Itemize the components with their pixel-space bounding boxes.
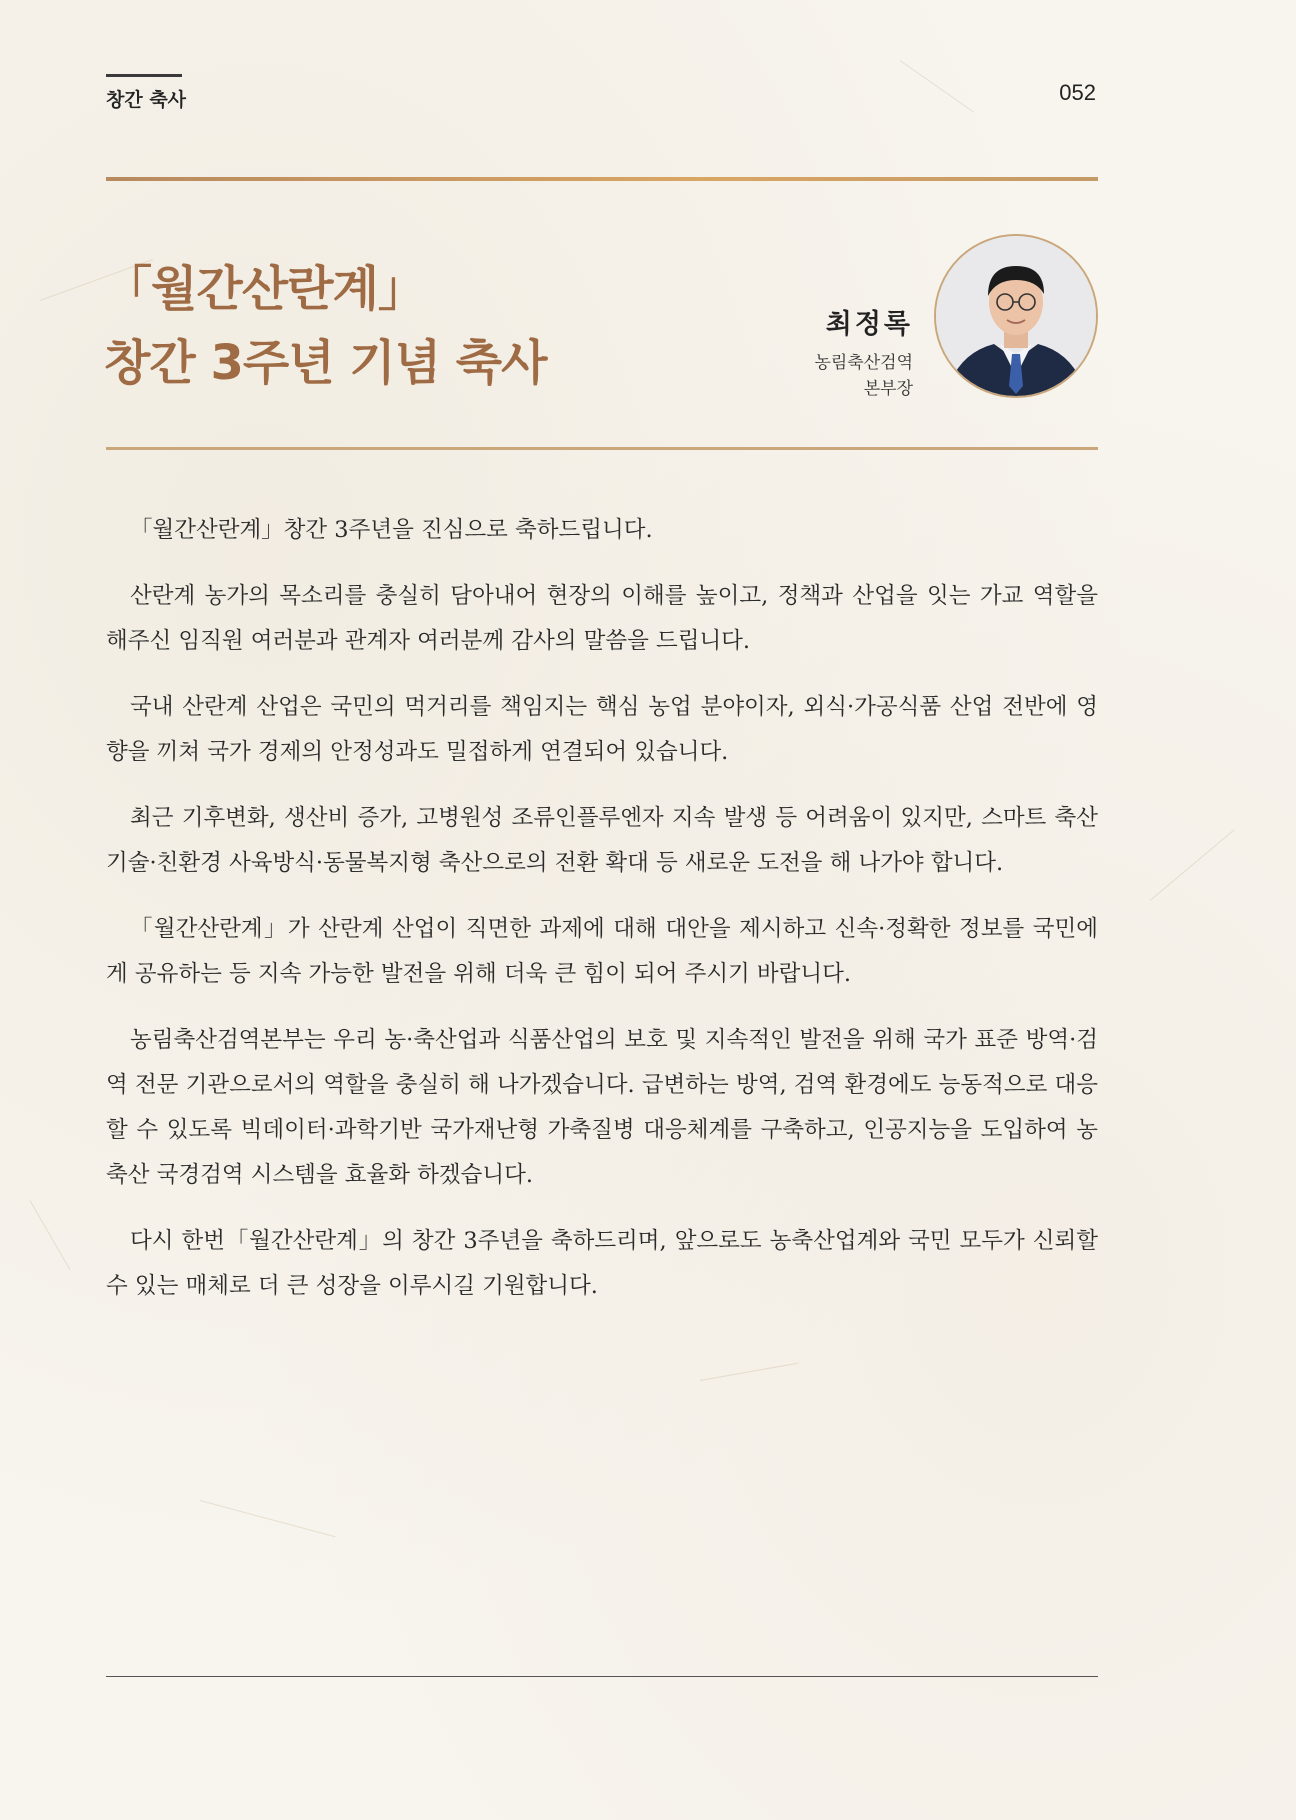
paragraph: 최근 기후변화, 생산비 증가, 고병원성 조류인플루엔자 지속 발생 등 어려움이 있지만, 스마트 축산 기술·친환경 사육방식·동물복지형 축산으로의 전환 확대 등 새로운 도전을 해 나가야 합니다. (106, 805, 1098, 876)
title-line-2: 창간 3주년 기념 축사 (104, 335, 547, 391)
paragraph: 「월간산란계」가 산란계 산업이 직면한 과제에 대해 대안을 제시하고 신속·정확한 정보를 국민에게 공유하는 등 지속 가능한 발전을 위해 더욱 큰 힘이 되어 주시기 바랍니다. (106, 916, 1098, 987)
top-divider (106, 177, 1098, 181)
section-label: 창간 축사 (106, 74, 182, 112)
title-line-1: 「월간산란계」 (104, 261, 425, 317)
author-name: 최정록 (825, 309, 913, 340)
title-divider (106, 447, 1098, 450)
article-body (106, 508, 1098, 1330)
author-portrait (934, 234, 1098, 398)
paragraph: 농림축산검역본부는 우리 농·축산업과 식품산업의 보호 및 지속적인 발전을 위해 국가 표준 방역·검역 전문 기관으로서의 역할을 충실히 해 나가겠습니다. 급변하는 방역, 검역 환경에도 능동적으로 대응할 수 있도록 빅데이터·과학기반 국가재난형 가축질병 대응체계를 구축하고, 인공지능을 도입하여 농축산 국경검역 시스템을 효율화 하겠습니다. (106, 1027, 1099, 1188)
bottom-divider (106, 1676, 1098, 1677)
author-organization: 농림축산검역 (814, 353, 913, 373)
author-position: 본부장 (863, 379, 913, 399)
paragraph: 다시 한번「월간산란계」의 창간 3주년을 축하드리며, 앞으로도 농축산업계와 국민 모두가 신뢰할 수 있는 매체로 더 큰 성장을 이루시길 기원합니다. (106, 1228, 1098, 1299)
page-number: 052 (1059, 80, 1096, 105)
paragraph: 「월간산란계」창간 3주년을 진심으로 축하드립니다. (130, 517, 653, 543)
paragraph: 국내 산란계 산업은 국민의 먹거리를 책임지는 핵심 농업 분야이자, 외식·가공식품 산업 전반에 영향을 끼쳐 국가 경제의 안정성과도 밀접하게 연결되어 있습니다. (106, 694, 1098, 765)
paragraph: 산란계 농가의 목소리를 충실히 담아내어 현장의 이해를 높이고, 정책과 산업을 잇는 가교 역할을 해주신 임직원 여러분과 관계자 여러분께 감사의 말씀을 드립니다. (106, 583, 1098, 654)
